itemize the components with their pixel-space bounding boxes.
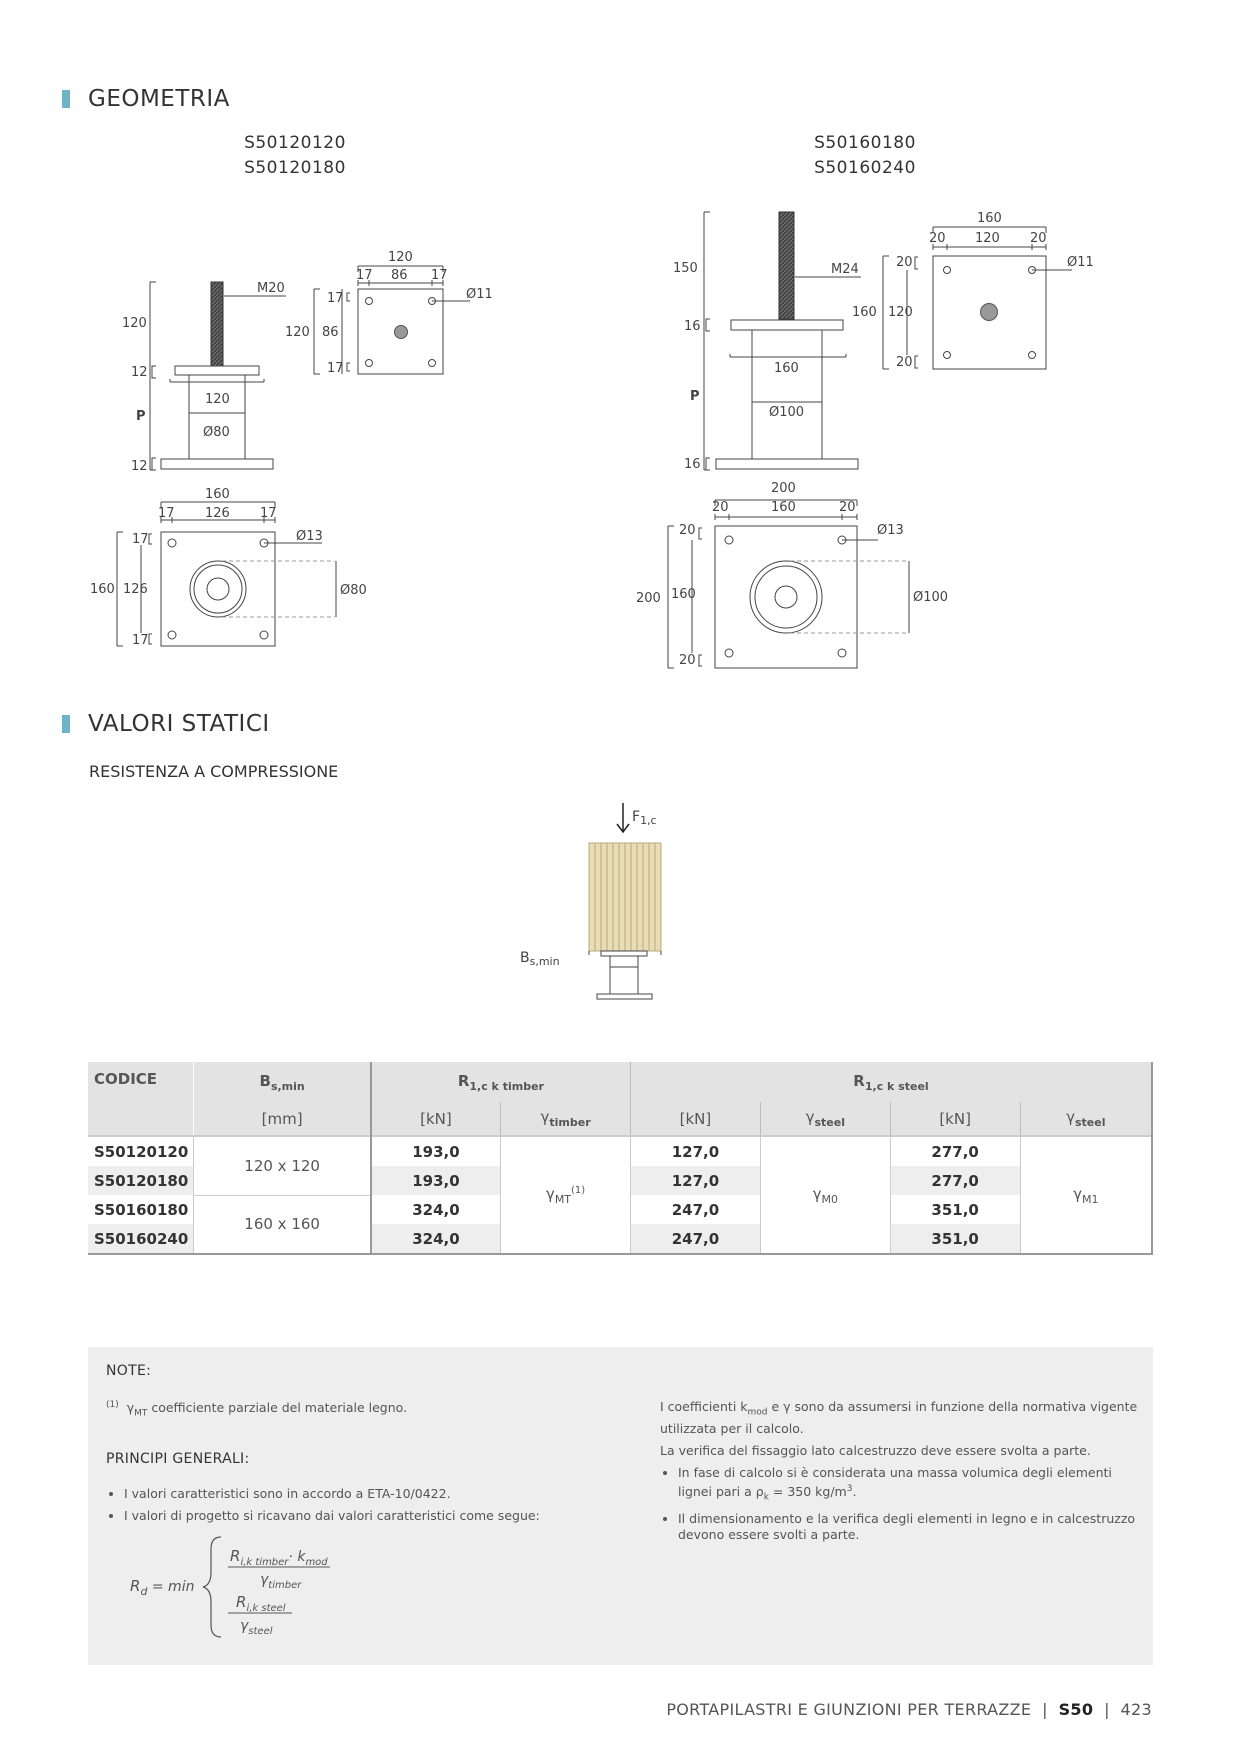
unit-kn: [kN] bbox=[631, 1102, 761, 1136]
note-sub: k bbox=[763, 1492, 769, 1503]
section-title-text: GEOMETRIA bbox=[88, 86, 230, 112]
gamma-text: γ bbox=[1073, 1184, 1082, 1203]
dim-label: 120 bbox=[888, 305, 913, 320]
gamma-mt bbox=[501, 1136, 631, 1254]
note-text: . bbox=[852, 1483, 857, 1499]
accent-bar bbox=[62, 715, 70, 733]
table-header-timber bbox=[371, 1062, 631, 1102]
gamma-sub: M1 bbox=[1081, 1192, 1099, 1206]
row-code: S50160180 bbox=[94, 1200, 189, 1219]
dim-label: 200 bbox=[636, 591, 661, 606]
dim-label: 20 bbox=[679, 653, 696, 668]
principi-title: PRINCIPI GENERALI: bbox=[106, 1451, 250, 1467]
formula-text: R bbox=[236, 1593, 247, 1611]
timber-value: 193,0 bbox=[371, 1136, 501, 1166]
unit-kn: [kN] bbox=[890, 1102, 1020, 1136]
steel-value: 277,0 bbox=[890, 1166, 1020, 1195]
dim-label-p: P bbox=[136, 409, 146, 424]
dim-label: 17 bbox=[132, 633, 149, 648]
dim-label: 17 bbox=[327, 361, 344, 376]
dim-label: 16 bbox=[684, 457, 701, 472]
gamma-sub: steel bbox=[1074, 1116, 1106, 1129]
header-text: R bbox=[853, 1071, 865, 1090]
hole-label: Ø11 bbox=[1067, 255, 1094, 270]
hole-label: Ø13 bbox=[877, 523, 904, 538]
footer-separator: | bbox=[1104, 1700, 1110, 1719]
bs-label: B bbox=[520, 950, 530, 966]
note-sup: 3 bbox=[846, 1483, 853, 1494]
timber-value: 193,0 bbox=[371, 1166, 501, 1195]
dim-label: 126 bbox=[123, 582, 148, 597]
load-diagram bbox=[500, 795, 700, 1015]
timber-value: 324,0 bbox=[371, 1195, 501, 1224]
notes-panel bbox=[88, 1347, 1153, 1665]
steel-value: 351,0 bbox=[890, 1224, 1020, 1254]
dim-label: 17 bbox=[158, 506, 175, 521]
footer-code: S50 bbox=[1058, 1700, 1094, 1719]
formula bbox=[118, 1527, 378, 1642]
tube-label: Ø80 bbox=[340, 583, 367, 598]
bullet-item: • I valori caratteristici sono in accordo a ETA-10/0422. bbox=[124, 1486, 586, 1502]
note-text: coefficiente parziale del materiale legno. bbox=[147, 1400, 408, 1416]
dim-label: 120 bbox=[122, 316, 147, 331]
formula-text: · k bbox=[288, 1549, 306, 1565]
bullet-item bbox=[678, 1465, 1138, 1506]
unit-mm: [mm] bbox=[194, 1102, 371, 1136]
dim-label: 160 bbox=[977, 211, 1002, 226]
drawing-left bbox=[0, 0, 620, 690]
section-title-text: VALORI STATICI bbox=[88, 711, 270, 737]
gamma-sub: M0 bbox=[821, 1192, 838, 1206]
formula-sub: timber bbox=[268, 1580, 302, 1591]
dim-label: 160 bbox=[852, 305, 877, 320]
dim-label: 20 bbox=[712, 500, 729, 515]
note-text: = 350 kg/m bbox=[768, 1483, 847, 1499]
row-code: S50120120 bbox=[88, 1136, 194, 1166]
dim-label: 17 bbox=[431, 268, 448, 283]
dim-label: 20 bbox=[896, 255, 913, 270]
steel-value: 277,0 bbox=[890, 1136, 1020, 1166]
row-code: S50120180 bbox=[88, 1166, 194, 1195]
unit-kn: [kN] bbox=[371, 1102, 501, 1136]
svg-text:Ri,k timber· kmod bbox=[230, 1547, 328, 1568]
notes-title: NOTE: bbox=[106, 1363, 152, 1379]
dim-label: 17 bbox=[260, 506, 277, 521]
svg-text:Ri,k steel bbox=[236, 1593, 286, 1614]
svg-text:Bs,min bbox=[520, 950, 560, 968]
note-text: e γ sono da assumersi in funzione della normativa vigente utilizzata per il calcolo. bbox=[660, 1399, 1138, 1436]
header-sub: 1,c k timber bbox=[469, 1079, 544, 1093]
formula-text: γ bbox=[260, 1572, 269, 1588]
dim-label: 20 bbox=[1030, 231, 1047, 246]
steel-value: 247,0 bbox=[631, 1195, 761, 1224]
dim-label: 200 bbox=[771, 481, 796, 496]
notes-right bbox=[660, 1399, 1138, 1549]
dim-label: 86 bbox=[391, 268, 408, 283]
dim-label: 86 bbox=[322, 325, 339, 340]
dim-label: 20 bbox=[929, 231, 946, 246]
footer-title: PORTAPILASTRI E GIUNZIONI PER TERRAZZE bbox=[666, 1700, 1032, 1719]
steel-value: 127,0 bbox=[631, 1136, 761, 1166]
table-row bbox=[88, 1136, 1152, 1166]
formula-sub: i,k steel bbox=[246, 1603, 286, 1614]
dim-label: 20 bbox=[679, 523, 696, 538]
formula-sub: mod bbox=[305, 1557, 328, 1568]
page-number: 423 bbox=[1120, 1700, 1152, 1719]
subsection-title: RESISTENZA A COMPRESSIONE bbox=[89, 762, 339, 781]
note-paragraph bbox=[660, 1399, 1138, 1437]
dim-label: 160 bbox=[205, 487, 230, 502]
dim-label-p: P bbox=[690, 389, 700, 404]
bs-value: 120 x 120 bbox=[194, 1136, 371, 1195]
gamma-steel-header bbox=[1020, 1102, 1152, 1136]
table-header-empty bbox=[88, 1102, 194, 1136]
note-paragraph: La verifica del fissaggio lato calcestruzzo deve essere svolta a parte. bbox=[660, 1442, 1091, 1458]
gamma-sub: timber bbox=[549, 1116, 591, 1129]
dim-label: 160 bbox=[671, 587, 696, 602]
header-sub: s,min bbox=[270, 1079, 305, 1093]
dim-label: 120 bbox=[975, 231, 1000, 246]
formula-text: R bbox=[130, 1577, 141, 1595]
dim-label: 160 bbox=[90, 582, 115, 597]
model-code: S50120180 bbox=[244, 158, 346, 178]
model-code: S50160240 bbox=[814, 158, 916, 178]
table-header-codice: CODICE bbox=[88, 1062, 194, 1102]
dim-label: Ø80 bbox=[203, 425, 230, 440]
gamma-text: γ bbox=[1066, 1108, 1075, 1126]
svg-text:γtimber bbox=[260, 1572, 302, 1591]
formula-sub: d bbox=[140, 1585, 148, 1598]
header-text: B bbox=[259, 1071, 271, 1090]
gamma-sup: (1) bbox=[571, 1184, 586, 1196]
formula-text: = min bbox=[147, 1579, 195, 1595]
dim-label: 160 bbox=[771, 500, 796, 515]
steel-value: 351,0 bbox=[890, 1195, 1020, 1224]
svg-text:γsteel bbox=[240, 1618, 273, 1637]
steel-value: 247,0 bbox=[631, 1224, 761, 1254]
gamma-text: γ bbox=[545, 1184, 555, 1203]
row-code: S50160240 bbox=[88, 1224, 194, 1254]
dim-label: 20 bbox=[896, 355, 913, 370]
dim-label: 150 bbox=[673, 261, 698, 276]
formula-text: γ bbox=[240, 1618, 249, 1634]
formula-sub: steel bbox=[248, 1626, 273, 1637]
header-text: R bbox=[457, 1071, 470, 1090]
section-title-valori-statici bbox=[62, 711, 270, 737]
tube-label: Ø100 bbox=[913, 590, 949, 605]
model-code: S50160180 bbox=[814, 133, 916, 153]
dim-label: 12 bbox=[131, 459, 148, 474]
dim-label: 20 bbox=[839, 500, 856, 515]
dim-label: 17 bbox=[132, 532, 149, 547]
hole-label: Ø11 bbox=[466, 287, 493, 302]
note-1 bbox=[106, 1397, 586, 1422]
dim-label: 16 bbox=[684, 319, 701, 334]
gamma-timber-header bbox=[501, 1102, 631, 1136]
table-header-bs bbox=[194, 1062, 371, 1102]
note-sup: (1) bbox=[106, 1400, 119, 1410]
dim-label: Ø100 bbox=[769, 405, 805, 420]
note-text: γ bbox=[126, 1400, 135, 1416]
dim-label: 120 bbox=[388, 250, 413, 265]
dim-label: 120 bbox=[285, 325, 310, 340]
hole-label: Ø13 bbox=[296, 529, 323, 544]
force-label: F bbox=[632, 809, 641, 825]
header-sub: 1,c k steel bbox=[864, 1079, 929, 1093]
dim-label: 120 bbox=[205, 392, 230, 407]
svg-text:Rd = min bbox=[130, 1577, 194, 1598]
timber-value: 324,0 bbox=[371, 1224, 501, 1254]
dim-label: 17 bbox=[327, 291, 344, 306]
model-code: S50120120 bbox=[244, 133, 346, 153]
force-label-sub: 1,c bbox=[640, 814, 657, 827]
note-text: I coefficienti k bbox=[660, 1399, 748, 1414]
drawing-right bbox=[620, 0, 1240, 690]
steel-value: 127,0 bbox=[631, 1166, 761, 1195]
table-header-steel bbox=[631, 1062, 1153, 1102]
gamma-sub: steel bbox=[814, 1116, 845, 1129]
dim-label: 160 bbox=[774, 361, 799, 376]
gamma-text: γ bbox=[812, 1184, 822, 1203]
thread-label: M20 bbox=[257, 281, 285, 296]
footer-separator: | bbox=[1042, 1700, 1048, 1719]
gamma-sub: MT bbox=[554, 1192, 572, 1206]
gamma-m1 bbox=[1020, 1136, 1152, 1254]
dim-label: 12 bbox=[131, 365, 148, 380]
gamma-text: γ bbox=[805, 1108, 815, 1126]
formula-text: R bbox=[230, 1547, 241, 1565]
timber-post bbox=[589, 843, 661, 951]
gamma-m0 bbox=[760, 1136, 890, 1254]
bs-value: 160 x 160 bbox=[194, 1195, 371, 1254]
note-text: In fase di calcolo si è considerata una massa volumica degli elementi lignei pari a ρ bbox=[678, 1464, 1112, 1499]
page-footer bbox=[666, 1700, 1152, 1719]
dim-label: 17 bbox=[356, 268, 373, 283]
bullet-item: • I valori di progetto si ricavano dai valori caratteristici come segue: bbox=[124, 1508, 586, 1524]
values-table bbox=[88, 1062, 1153, 1255]
thread-label: M24 bbox=[831, 262, 859, 277]
svg-text:F1,c bbox=[632, 809, 657, 827]
formula-sub: i,k timber bbox=[240, 1557, 289, 1568]
bs-label-sub: s,min bbox=[529, 955, 560, 968]
note-sub: mod bbox=[747, 1407, 768, 1418]
dim-label: 126 bbox=[205, 506, 230, 521]
gamma-text: γ bbox=[540, 1108, 550, 1126]
bullet-item: • Il dimensionamento e la verifica degli elementi in legno e in calcestruzzo devono essere svolti a parte. bbox=[678, 1511, 1138, 1543]
note-sub: MT bbox=[134, 1408, 148, 1419]
principi-list bbox=[106, 1486, 586, 1530]
gamma-steel-header bbox=[760, 1102, 890, 1136]
